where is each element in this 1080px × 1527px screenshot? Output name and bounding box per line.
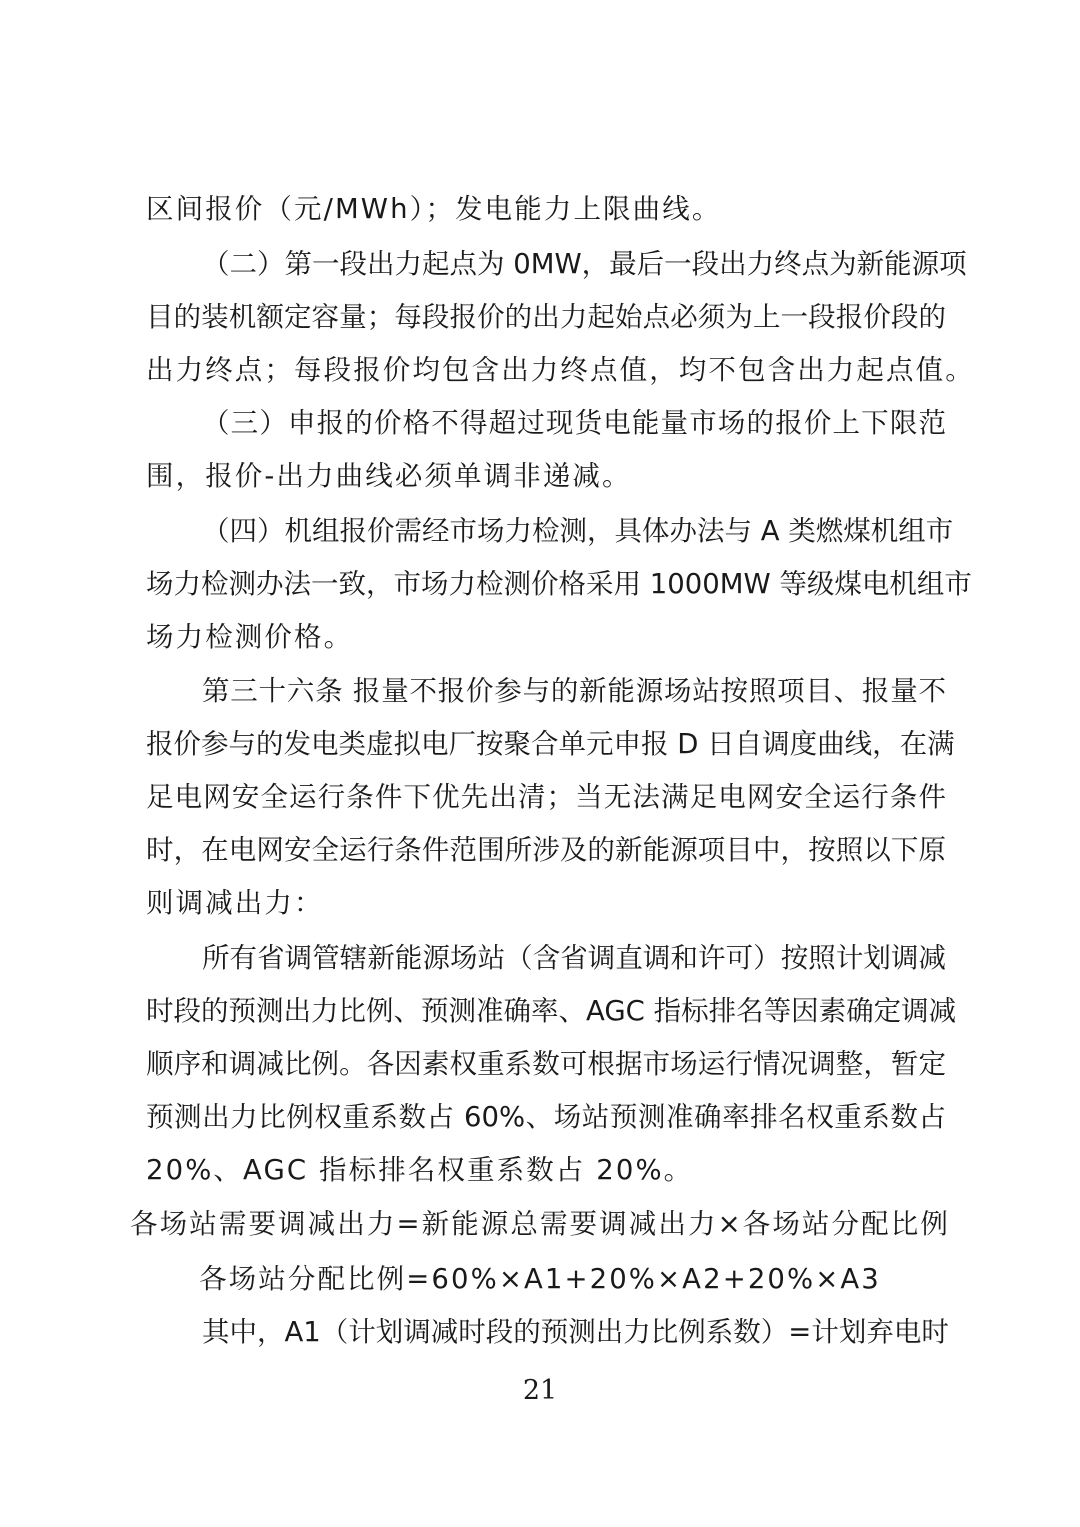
page-number: 21: [522, 1375, 558, 1406]
text-line: 顺序和调减比例。各因素权重系数可根据市场运行情况调整，暂定: [146, 1048, 946, 1080]
text-line: 20%、AGC 指标排名权重系数占 20%。: [146, 1154, 694, 1186]
text-line: 场力检测价格。: [146, 621, 354, 653]
text-line: 其中，A1（计划调减时段的预测出力比例系数）=计划弃电时: [202, 1316, 949, 1348]
text-line: 区间报价（元/MWh）；发电能力上限曲线。: [146, 193, 722, 225]
text-line: 第三十六条 报量不报价参与的新能源场站按照项目、报量不: [202, 675, 946, 707]
text-line: （二）第一段出力起点为 0MW，最后一段出力终点为新能源项: [202, 248, 967, 280]
formula-line: 各场站分配比例=60%×A1+20%×A2+20%×A3: [199, 1263, 881, 1295]
text-line: 报价参与的发电类虚拟电厂按聚合单元申报 D 日自调度曲线，在满: [146, 728, 955, 760]
formula-line: 各场站需要调减出力=新能源总需要调减出力×各场站分配比例: [130, 1208, 950, 1240]
text-line: （四）机组报价需经市场力检测，具体办法与 A 类燃煤机组市: [202, 515, 954, 547]
text-line: 时，在电网安全运行条件范围所涉及的新能源项目中，按照以下原: [146, 834, 946, 866]
text-line: 则调减出力：: [146, 887, 324, 919]
text-line: 足电网安全运行条件下优先出清；当无法满足电网安全运行条件: [146, 781, 946, 813]
text-line: 出力终点；每段报价均包含出力终点值，均不包含出力起点值。: [146, 354, 975, 386]
text-line: （三）申报的价格不得超过现货电能量市场的报价上下限范: [202, 407, 946, 439]
text-line: 目的装机额定容量；每段报价的出力起始点必须为上一段报价段的: [146, 301, 946, 333]
text-line: 预测出力比例权重系数占 60%、场站预测准确率排名权重系数占: [146, 1101, 946, 1133]
text-line: 时段的预测出力比例、预测准确率、AGC 指标排名等因素确定调减: [146, 995, 957, 1027]
text-line: 所有省调管辖新能源场站（含省调直调和许可）按照计划调减: [202, 942, 946, 974]
text-line: 场力检测办法一致，市场力检测价格采用 1000MW 等级煤电机组市: [146, 568, 972, 600]
text-line: 围，报价-出力曲线必须单调非递减。: [146, 460, 632, 492]
